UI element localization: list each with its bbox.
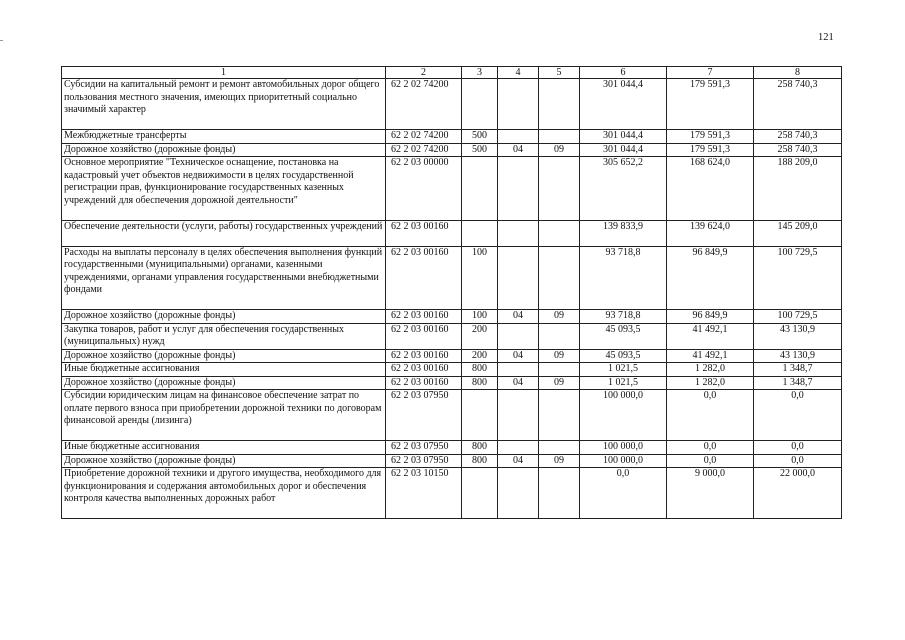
row-vr-cell: 100 <box>462 310 498 324</box>
table-row <box>62 310 842 324</box>
header-cell-vr: 3 <box>462 67 498 79</box>
row-name-cell: Дорожное хозяйство (дорожные фонды) <box>62 143 386 157</box>
table-row <box>62 349 842 363</box>
row-year2-value: 179 591,3 <box>667 79 754 130</box>
row-name-cell: Дорожное хозяйство (дорожные фонды) <box>62 376 386 390</box>
row-year2-value: 0,0 <box>667 454 754 468</box>
row-year1-value: 100 000,0 <box>580 441 667 455</box>
row-year3-value: 1 348,7 <box>754 376 842 390</box>
header-cell-year2: 7 <box>667 67 754 79</box>
row-pr-cell <box>539 246 580 310</box>
row-pr-cell <box>539 441 580 455</box>
row-pr-cell: 09 <box>539 310 580 324</box>
row-name-cell: Иные бюджетные ассигнования <box>62 363 386 377</box>
row-code-cell: 62 2 03 00160 <box>386 376 462 390</box>
row-vr-cell <box>462 79 498 130</box>
table-row <box>62 454 842 468</box>
row-pr-cell <box>539 157 580 221</box>
row-year1-value: 93 718,8 <box>580 246 667 310</box>
row-pr-cell <box>539 220 580 246</box>
row-year3-value: 1 348,7 <box>754 363 842 377</box>
row-rz-cell <box>498 468 539 519</box>
row-code-cell: 62 2 03 00160 <box>386 246 462 310</box>
table-row <box>62 220 842 246</box>
row-year2-value: 179 591,3 <box>667 130 754 144</box>
row-vr-cell: 800 <box>462 454 498 468</box>
row-pr-cell: 09 <box>539 143 580 157</box>
row-rz-cell <box>498 363 539 377</box>
row-year3-value: 0,0 <box>754 454 842 468</box>
row-rz-cell <box>498 246 539 310</box>
row-year3-value: 100 729,5 <box>754 310 842 324</box>
table-row <box>62 79 842 130</box>
row-rz-cell <box>498 323 539 349</box>
row-rz-cell <box>498 157 539 221</box>
row-vr-cell: 500 <box>462 130 498 144</box>
row-year3-value: 258 740,3 <box>754 143 842 157</box>
row-pr-cell <box>539 363 580 377</box>
row-code-cell: 62 2 03 07950 <box>386 454 462 468</box>
row-name-cell: Основное мероприятие "Техническое оснащение, постановка на кадастровый учет объектов недвижимости в целях государственной регистрации прав, функционирование государственных казенных учреждений для обеспечения дорожной деятельности" <box>62 157 386 221</box>
row-year1-value: 45 093,5 <box>580 349 667 363</box>
table-row <box>62 157 842 221</box>
row-name-cell: Обеспечение деятельности (услуги, работы) государственных учреждений <box>62 220 386 246</box>
row-pr-cell <box>539 323 580 349</box>
row-year3-value: 100 729,5 <box>754 246 842 310</box>
row-code-cell: 62 2 03 07950 <box>386 441 462 455</box>
row-year2-value: 0,0 <box>667 390 754 441</box>
table-row <box>62 130 842 144</box>
row-name-cell: Межбюджетные трансферты <box>62 130 386 144</box>
row-vr-cell: 800 <box>462 363 498 377</box>
row-year1-value: 100 000,0 <box>580 454 667 468</box>
row-pr-cell: 09 <box>539 349 580 363</box>
row-rz-cell: 04 <box>498 349 539 363</box>
row-name-cell: Иные бюджетные ассигнования <box>62 441 386 455</box>
table-row <box>62 468 842 519</box>
page-number: 121 <box>818 32 834 43</box>
row-year1-value: 139 833,9 <box>580 220 667 246</box>
row-year1-value: 0,0 <box>580 468 667 519</box>
header-cell-rz: 4 <box>498 67 539 79</box>
row-year1-value: 1 021,5 <box>580 363 667 377</box>
row-year2-value: 1 282,0 <box>667 376 754 390</box>
table-row <box>62 376 842 390</box>
header-cell-name: 1 <box>62 67 386 79</box>
row-name-cell: Субсидии юридическим лицам на финансовое обеспечение затрат по оплате первого взноса при приобретении дорожной техники по договорам финансовой аренды (лизинга) <box>62 390 386 441</box>
table-row <box>62 246 842 310</box>
row-year3-value: 145 209,0 <box>754 220 842 246</box>
row-vr-cell: 800 <box>462 376 498 390</box>
row-rz-cell <box>498 441 539 455</box>
row-year2-value: 139 624,0 <box>667 220 754 246</box>
row-name-cell: Расходы на выплаты персоналу в целях обеспечения выполнения функций государственными (муниципальными) органами, казенными учреждениями, органами управления государственными внебюджетными фондами <box>62 246 386 310</box>
row-year1-value: 301 044,4 <box>580 79 667 130</box>
row-year2-value: 168 624,0 <box>667 157 754 221</box>
row-vr-cell <box>462 220 498 246</box>
table-row <box>62 441 842 455</box>
row-code-cell: 62 2 03 00160 <box>386 349 462 363</box>
row-code-cell: 62 2 03 00160 <box>386 310 462 324</box>
row-vr-cell: 500 <box>462 143 498 157</box>
row-code-cell: 62 2 02 74200 <box>386 130 462 144</box>
header-cell-pr: 5 <box>539 67 580 79</box>
row-year1-value: 301 044,4 <box>580 130 667 144</box>
row-rz-cell: 04 <box>498 310 539 324</box>
row-pr-cell: 09 <box>539 454 580 468</box>
table-row <box>62 323 842 349</box>
row-name-cell: Дорожное хозяйство (дорожные фонды) <box>62 454 386 468</box>
header-cell-year1: 6 <box>580 67 667 79</box>
row-year3-value: 188 209,0 <box>754 157 842 221</box>
row-code-cell: 62 2 03 00160 <box>386 220 462 246</box>
row-name-cell: Субсидии на капитальный ремонт и ремонт автомобильных дорог общего пользования местного значения, имеющих приоритетный социально значимый характер <box>62 79 386 130</box>
header-cell-year3: 8 <box>754 67 842 79</box>
row-pr-cell <box>539 468 580 519</box>
row-name-cell: Дорожное хозяйство (дорожные фонды) <box>62 310 386 324</box>
row-year1-value: 301 044,4 <box>580 143 667 157</box>
header-cell-code: 2 <box>386 67 462 79</box>
row-name-cell: Дорожное хозяйство (дорожные фонды) <box>62 349 386 363</box>
row-year3-value: 0,0 <box>754 441 842 455</box>
row-code-cell: 62 2 03 00000 <box>386 157 462 221</box>
row-year2-value: 41 492,1 <box>667 323 754 349</box>
row-year1-value: 1 021,5 <box>580 376 667 390</box>
row-year2-value: 1 282,0 <box>667 363 754 377</box>
row-year1-value: 305 652,2 <box>580 157 667 221</box>
row-year3-value: 258 740,3 <box>754 130 842 144</box>
row-rz-cell: 04 <box>498 143 539 157</box>
row-vr-cell <box>462 468 498 519</box>
row-year2-value: 41 492,1 <box>667 349 754 363</box>
row-rz-cell: 04 <box>498 454 539 468</box>
row-vr-cell: 200 <box>462 323 498 349</box>
row-year2-value: 179 591,3 <box>667 143 754 157</box>
row-code-cell: 62 2 02 74200 <box>386 143 462 157</box>
row-year3-value: 43 130,9 <box>754 323 842 349</box>
row-code-cell: 62 2 03 00160 <box>386 323 462 349</box>
row-name-cell: Приобретение дорожной техники и другого имущества, необходимого для функционирования и содержания автомобильных дорог и обеспечения контроля качества выполненных дорожных работ <box>62 468 386 519</box>
table-row <box>62 363 842 377</box>
row-pr-cell: 09 <box>539 376 580 390</box>
row-name-cell: Закупка товаров, работ и услуг для обеспечения государственных (муниципальных) нужд <box>62 323 386 349</box>
row-year3-value: 0,0 <box>754 390 842 441</box>
row-year3-value: 258 740,3 <box>754 79 842 130</box>
row-year2-value: 0,0 <box>667 441 754 455</box>
row-rz-cell <box>498 220 539 246</box>
row-vr-cell <box>462 390 498 441</box>
row-vr-cell: 100 <box>462 246 498 310</box>
row-rz-cell: 04 <box>498 376 539 390</box>
row-rz-cell <box>498 390 539 441</box>
row-code-cell: 62 2 03 07950 <box>386 390 462 441</box>
scan-edge-mark <box>0 40 3 41</box>
row-year2-value: 96 849,9 <box>667 246 754 310</box>
row-year3-value: 43 130,9 <box>754 349 842 363</box>
row-code-cell: 62 2 02 74200 <box>386 79 462 130</box>
budget-table <box>61 66 842 519</box>
row-year3-value: 22 000,0 <box>754 468 842 519</box>
row-code-cell: 62 2 03 00160 <box>386 363 462 377</box>
row-year1-value: 100 000,0 <box>580 390 667 441</box>
table-header-row <box>62 67 842 79</box>
row-year2-value: 96 849,9 <box>667 310 754 324</box>
row-year2-value: 9 000,0 <box>667 468 754 519</box>
row-year1-value: 93 718,8 <box>580 310 667 324</box>
row-code-cell: 62 2 03 10150 <box>386 468 462 519</box>
row-vr-cell: 200 <box>462 349 498 363</box>
table-row <box>62 390 842 441</box>
row-vr-cell: 800 <box>462 441 498 455</box>
row-rz-cell <box>498 79 539 130</box>
row-year1-value: 45 093,5 <box>580 323 667 349</box>
row-pr-cell <box>539 79 580 130</box>
table-row <box>62 143 842 157</box>
row-pr-cell <box>539 130 580 144</box>
row-pr-cell <box>539 390 580 441</box>
row-rz-cell <box>498 130 539 144</box>
row-vr-cell <box>462 157 498 221</box>
